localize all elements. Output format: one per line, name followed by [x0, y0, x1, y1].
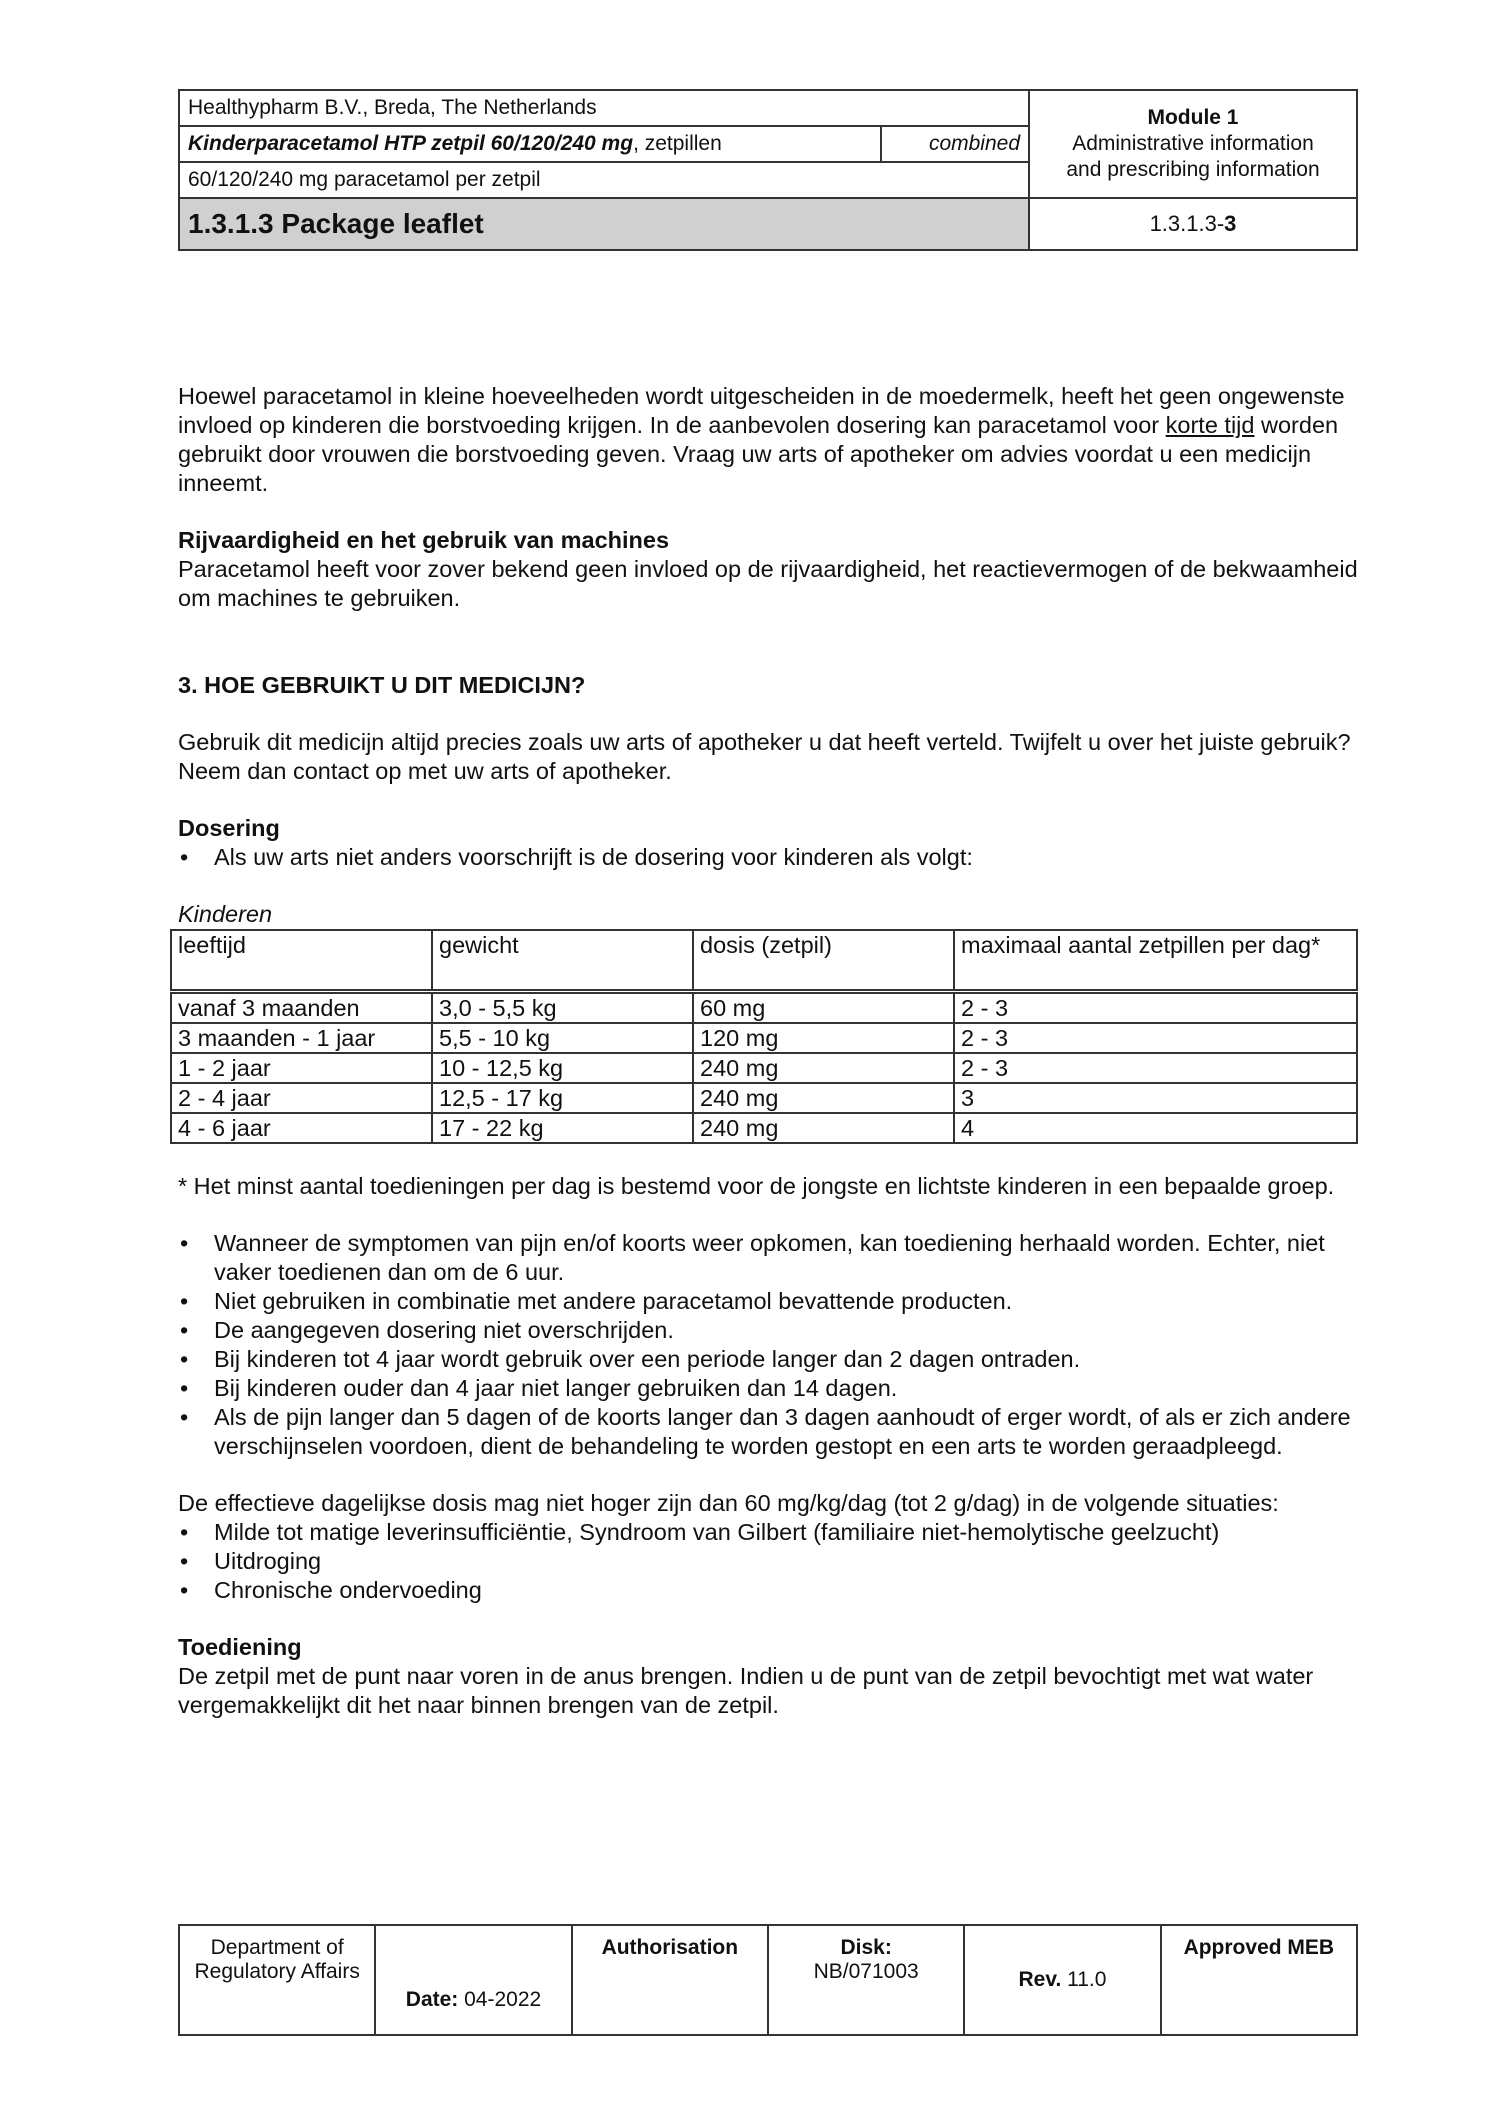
- footer-department: Department of Regulatory Affairs: [179, 1925, 375, 2035]
- header-page-number: [1029, 198, 1357, 250]
- header-combined: combined: [881, 126, 1029, 162]
- list-item: [178, 843, 1358, 872]
- bullet-icon: •: [180, 1230, 189, 1256]
- situations-list: [178, 1518, 1358, 1605]
- list-item: [178, 1287, 1358, 1316]
- bullet-icon: •: [180, 1375, 189, 1401]
- footer-approved: [1161, 1925, 1357, 2035]
- footer-revision: [964, 1925, 1160, 2035]
- table-cell: 12,5 - 17 kg: [432, 1083, 693, 1113]
- header-strength: 60/120/240 mg paracetamol per zetpil: [179, 162, 1029, 198]
- date-label: Date:: [405, 1988, 459, 2011]
- module-title: Module 1: [1147, 106, 1239, 129]
- disk-value: NB/071003: [813, 1960, 919, 1983]
- section-3-intro: Gebruik dit medicijn altijd precies zoals uw arts of apotheker u dat heeft verteld. Twijfelt u over het juiste gebruik? Neem dan contact op met uw arts of apotheker.: [178, 729, 1351, 784]
- table-row: [171, 1023, 1357, 1053]
- table-cell: 240 mg: [693, 1113, 954, 1143]
- effective-dose-text: De effectieve dagelijkse dosis mag niet hoger zijn dan 60 mg/kg/dag (tot 2 g/dag) in de volgende situaties:: [178, 1490, 1279, 1516]
- table-cell: vanaf 3 maanden: [171, 992, 432, 1024]
- table-cell: 3: [954, 1083, 1357, 1113]
- table-cell: 4: [954, 1113, 1357, 1143]
- table-cell: 5,5 - 10 kg: [432, 1023, 693, 1053]
- list-item: [178, 1229, 1358, 1287]
- driving-text: Paracetamol heeft voor zover bekend geen invloed op de rijvaardigheid, het reactievermogen of de bekwaamheid om machines te gebruiken.: [178, 556, 1358, 611]
- usage-list: [178, 1229, 1358, 1461]
- table-cell: 240 mg: [693, 1053, 954, 1083]
- column-header-weight: gewicht: [432, 930, 693, 992]
- bullet-icon: •: [180, 1404, 189, 1430]
- list-item: [178, 1374, 1358, 1403]
- authorisation-label: Authorisation: [601, 1936, 739, 1959]
- list-item: [178, 1316, 1358, 1345]
- table-cell: 2 - 3: [954, 992, 1357, 1024]
- underlined-text: korte tijd: [1165, 412, 1255, 438]
- table-row: [171, 992, 1357, 1024]
- bullet-icon: •: [180, 1317, 189, 1343]
- header-company: Healthypharm B.V., Breda, The Netherlands: [179, 90, 1029, 126]
- header-product: [179, 126, 881, 162]
- list-item-text: Niet gebruiken in combinatie met andere paracetamol bevattende producten.: [214, 1288, 1013, 1314]
- header-section-title: 1.3.1.3 Package leaflet: [179, 198, 1029, 250]
- text-part: Hoewel paracetamol in kleine hoeveelheden wordt uitgescheiden in de moedermelk, heeft het geen ongewenste invloed op kinderen die borstvoeding krijgen. In de aanbevolen dosering kan paracetamol voor: [178, 383, 1345, 438]
- table-cell: 17 - 22 kg: [432, 1113, 693, 1143]
- list-item-text: Bij kinderen ouder dan 4 jaar niet langer gebruiken dan 14 dagen.: [214, 1375, 898, 1401]
- list-item-text: De aangegeven dosering niet overschrijden.: [214, 1317, 674, 1343]
- column-header-max: maximaal aantal zetpillen per dag*: [954, 930, 1357, 992]
- table-caption: Kinderen: [178, 901, 273, 927]
- module-line1: Administrative information: [1072, 132, 1314, 155]
- page-num: 3: [1224, 211, 1237, 236]
- list-item: [178, 1518, 1358, 1547]
- list-item-text: Milde tot matige leverinsufficiëntie, Syndroom van Gilbert (familiaire niet-hemolytische geelzucht): [214, 1519, 1220, 1545]
- column-header-age: leeftijd: [171, 930, 432, 992]
- footer-disk: [768, 1925, 964, 2035]
- text-part: worden gebruikt door vrouwen die borstvoeding geven. Vraag uw arts of apotheker om advies voordat u een medicijn inneemt.: [178, 412, 1339, 496]
- footer-date: [375, 1925, 571, 2035]
- header-module: [1029, 90, 1357, 198]
- toediening-text: De zetpil met de punt naar voren in de anus brengen. Indien u de punt van de zetpil bevochtigt met wat water vergemakkelijkt dit het naar binnen brengen van de zetpil.: [178, 1663, 1314, 1718]
- table-row: [171, 1083, 1357, 1113]
- list-item: [178, 1403, 1358, 1461]
- section-3-title: 3. HOE GEBRUIKT U DIT MEDICIJN?: [178, 672, 586, 698]
- table-cell: 2 - 3: [954, 1053, 1357, 1083]
- table-cell: 60 mg: [693, 992, 954, 1024]
- table-row: [171, 1113, 1357, 1143]
- list-item: [178, 1345, 1358, 1374]
- bullet-icon: •: [180, 844, 189, 870]
- rev-label: Rev.: [1018, 1968, 1062, 1991]
- list-item-text: Als uw arts niet anders voorschrijft is de dosering voor kinderen als volgt:: [214, 844, 973, 870]
- list-item-text: Wanneer de symptomen van pijn en/of koorts weer opkomen, kan toediening herhaald worden. Echter, niet vaker toedienen dan om de 6 uur.: [214, 1230, 1325, 1285]
- table-cell: 4 - 6 jaar: [171, 1113, 432, 1143]
- breastfeeding-paragraph: [178, 382, 1358, 498]
- table-footnote: * Het minst aantal toedieningen per dag is bestemd voor de jongste en lichtste kinderen in een bepaalde groep.: [178, 1173, 1335, 1199]
- product-form: , zetpillen: [633, 132, 722, 155]
- table-row: [171, 1053, 1357, 1083]
- column-header-dose: dosis (zetpil): [693, 930, 954, 992]
- page-prefix: 1.3.1.3-: [1149, 211, 1225, 236]
- list-item-text: Uitdroging: [214, 1548, 322, 1574]
- footer-table: [178, 1924, 1358, 2036]
- list-item: [178, 1576, 1358, 1605]
- list-item: [178, 1547, 1358, 1576]
- driving-heading: Rijvaardigheid en het gebruik van machines: [178, 527, 670, 553]
- bullet-icon: •: [180, 1548, 189, 1574]
- table-cell: 120 mg: [693, 1023, 954, 1053]
- rev-value: 11.0: [1061, 1968, 1107, 1991]
- toediening-heading: Toediening: [178, 1634, 302, 1660]
- header-table: [178, 89, 1358, 251]
- disk-label: Disk:: [840, 1936, 892, 1959]
- bullet-icon: •: [180, 1346, 189, 1372]
- bullet-icon: •: [180, 1577, 189, 1603]
- product-name: Kinderparacetamol HTP zetpil 60/120/240 mg: [188, 132, 634, 155]
- bullet-icon: •: [180, 1519, 189, 1545]
- table-cell: 2 - 4 jaar: [171, 1083, 432, 1113]
- table-cell: 2 - 3: [954, 1023, 1357, 1053]
- list-item-text: Als de pijn langer dan 5 dagen of de koorts langer dan 3 dagen aanhoudt of erger wordt, of als er zich andere verschijnselen voordoen, dient de behandeling te worden gestopt en een arts te worden geraadpleegd.: [214, 1404, 1351, 1459]
- table-cell: 10 - 12,5 kg: [432, 1053, 693, 1083]
- table-header-row: [171, 930, 1357, 992]
- list-item-text: Chronische ondervoeding: [214, 1577, 482, 1603]
- table-cell: 3,0 - 5,5 kg: [432, 992, 693, 1024]
- table-cell: 3 maanden - 1 jaar: [171, 1023, 432, 1053]
- module-line2: and prescribing information: [1066, 158, 1320, 181]
- footer-authorisation: [572, 1925, 768, 2035]
- list-item-text: Bij kinderen tot 4 jaar wordt gebruik over een periode langer dan 2 dagen ontraden.: [214, 1346, 1081, 1372]
- dosage-table: [170, 929, 1358, 1144]
- dosering-list: [178, 843, 1358, 872]
- leaflet-body: [178, 382, 1358, 1720]
- bullet-icon: •: [180, 1288, 189, 1314]
- dosering-heading: Dosering: [178, 815, 280, 841]
- table-cell: 240 mg: [693, 1083, 954, 1113]
- table-cell: 1 - 2 jaar: [171, 1053, 432, 1083]
- date-value: 04-2022: [458, 1988, 542, 2011]
- approved-label: Approved MEB: [1183, 1936, 1335, 1959]
